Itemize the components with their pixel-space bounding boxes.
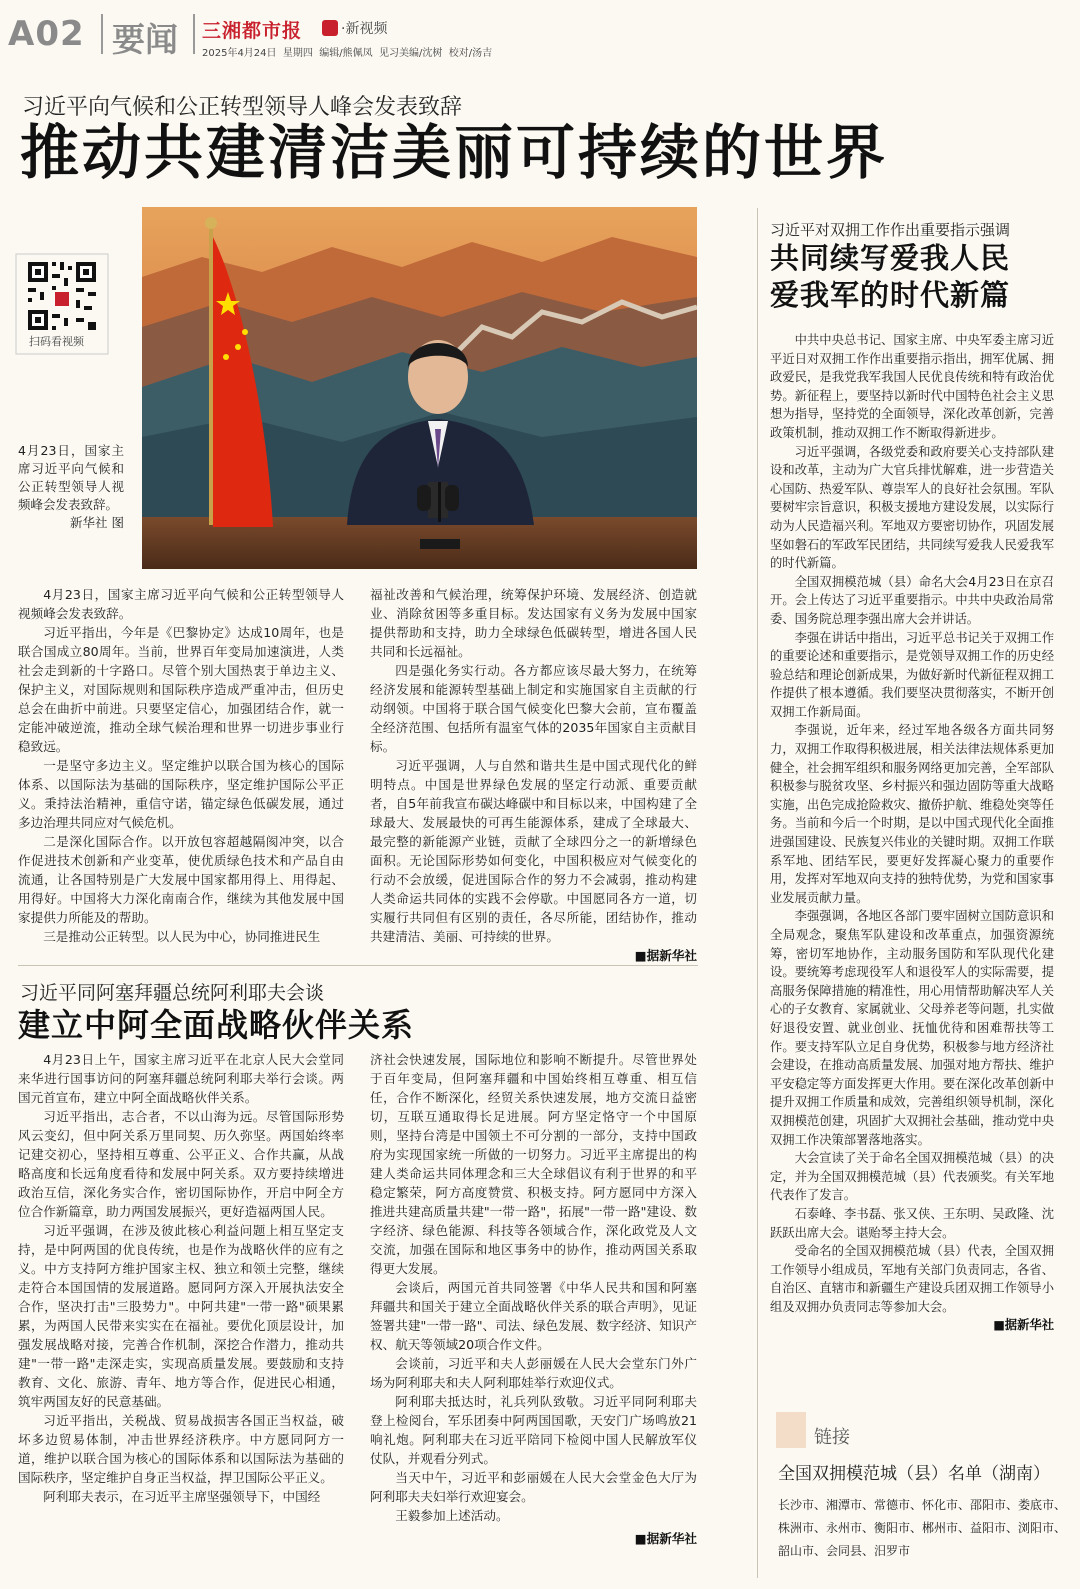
page-number: A02 (8, 14, 85, 54)
paragraph: 4月23日上午，国家主席习近平在北京人民大会堂同来华进行国事访问的阿塞拜疆总统阿利耶夫举行会谈。两国元首宣布，建立中阿全面战略伙伴关系。 (18, 1052, 344, 1105)
newspaper-brand: 三湘都市报 (202, 20, 303, 42)
paragraph: 习近平指出，关税战、贸易战损害各国正当权益，破坏多边贸易体制，冲击世界经济秩序。中方愿同阿方一道，维护以联合国为核心的国际体系和以国际法为基础的国际秩序，坚定维护自身正当权益，捍卫国际公平正义。 (18, 1413, 344, 1485)
paragraph: 李强说，近年来，经过军地各级各方面共同努力，双拥工作取得积极进展，相关法律法规体系更加健全，社会拥军组织和服务网络更加完善，全军部队积极参与脱贫攻坚、乡村振兴和强边固防等重大战略实施，出色完成抢险救灾、撤侨护航、维稳处突等任务。当前和今后一个时期，是以中国式现代化全面推进强国建设、民族复兴伟业的关键时期。双拥工作联系军地、团结军民，要更好发挥凝心聚力的重要作用，发挥对军地双向支持的独特优势，为党和国家事业发展贡献力量。 (770, 723, 1054, 905)
link-title: 全国双拥模范城（县）名单（湖南） (778, 1464, 1050, 1484)
second-column-2 (370, 1050, 697, 1525)
paragraph: 习近平强调，各级党委和政府要关心支持部队建设和改革，主动为广大官兵排忧解难，进一步营造关心国防、热爱军队、尊崇军人的良好社会氛围。军队要树牢宗旨意识，积极支援地方建设发展，以实际行动为人民造福兴利。军地双方要密切协作，巩固发展坚如磐石的军政军民团结，共同续写爱我人民爱我军的时代新篇。 (770, 444, 1054, 571)
paragraph: 福祉改善和气候治理，统筹保护环境、发展经济、创造就业、消除贫困等多重目标。发达国家有义务为发展中国家提供帮助和支持，助力全球绿色低碳转型，增进各国人民共同和长远福祉。 (370, 587, 697, 659)
lead-photo (142, 207, 697, 569)
link-list: 长沙市、湘潭市、常德市、怀化市、邵阳市、娄底市、株洲市、永州市、衡阳市、郴州市、益阳市、浏阳市、韶山市、会同县、汨罗市 (778, 1498, 1067, 1558)
photo-caption (18, 442, 124, 532)
masthead (0, 0, 1080, 68)
lead-column-2 (370, 585, 697, 965)
video-logo-icon (322, 20, 338, 36)
link-badge-icon (776, 1412, 806, 1448)
section-name: 要闻 (112, 20, 178, 59)
proofreader-credit: 校对/汤吉 (448, 48, 493, 59)
lead-credit: ■据新华社 (634, 948, 697, 963)
masthead-meta (202, 44, 492, 59)
paragraph: 四是强化务实行动。各方都应该尽最大努力，在统筹经济发展和能源转型基础上制定和实施国家自主贡献的行动纲领。中国将于联合国气候变化巴黎大会前，宣布覆盖全经济范围、包括所有温室气体的2035年国家自主贡献目标。 (370, 663, 697, 754)
paragraph: 4月23日，国家主席习近平向气候和公正转型领导人视频峰会发表致辞。 (18, 587, 344, 621)
paragraph: 中共中央总书记、国家主席、中央军委主席习近平近日对双拥工作作出重要指示指出，拥军优属、拥政爱民，是我党我军我国人民优良传统和特有政治优势。新征程上，要坚持以新时代中国特色社会主义思想为指导，坚持党的全面领导，深化改革创新，完善政策机制，推动双拥工作不断取得新进步。 (770, 333, 1054, 440)
paragraph: 会谈后，两国元首共同签署《中华人民共和国和阿塞拜疆共和国关于建立全面战略伙伴关系的联合声明》，见证签署共建"一带一路"、司法、绿色发展、数字经济、知识产权、航天等领域20项合作文件。 (370, 1280, 697, 1352)
section-divider (18, 965, 698, 966)
right-kicker: 习近平对双拥工作作出重要指示强调 (770, 221, 1011, 239)
paragraph: 李强强调，各地区各部门要牢固树立国防意识和全局观念，聚焦军队建设和改革重点，加强资源统筹，密切军地协作，主动服务国防和军队现代化建设。要统筹考虑现役军人和退役军人的实际需要，提高服务保障措施的精准性，用心用情帮助解决军人关心的子女教育、家属就业、父母养老等问题，扎实做好退役安置、就业创业、抚恤优待和困难帮扶等工作。要支持军队立足自身优势，积极参与地方经济社会建设，在推动高质量发展、加强对地方帮扶、维护平安稳定等方面发挥更大作用。要在深化改革创新中提升双拥工作质量和成效，完善组织领导机制，深化双拥模范创建，巩固扩大双拥社会基础，推动党中央双拥工作决策部署落地落实。 (770, 909, 1054, 1147)
caption-text: 4月23日，国家主席习近平向气候和公正转型领导人视频峰会发表致辞。 (18, 443, 124, 512)
paragraph: 习近平指出，志合者，不以山海为远。尽管国际形势风云变幻，但中阿关系万里同契、历久弥坚。两国始终率记建交初心，坚持相互尊重、公平正义、合作共赢，从战略高度和长远角度看待和发展中阿关系。双方要持续增进政治互信，深化务实合作，密切国际协作，开启中阿全方位合作新篇章，助力两国发展振兴，更好造福两国人民。 (18, 1109, 344, 1219)
paragraph: 李强在讲话中指出，习近平总书记关于双拥工作的重要论述和重要指示，是党领导双拥工作的历史经验总结和理论创新成果，为做好新时代新征程双拥工作提供了根本遵循。我们要坚决贯彻落实，不断开创双拥工作新局面。 (770, 630, 1054, 719)
right-credit: ■据新华社 (993, 1318, 1054, 1333)
paragraph: 阿利耶夫抵达时，礼兵列队致敬。习近平同阿利耶夫登上检阅台，军乐团奏中阿两国国歌，天安门广场鸣放21响礼炮。阿利耶夫在习近平陪同下检阅中国人民解放军仪仗队，并观看分列式。 (370, 1394, 697, 1466)
issue-date: 2025年4月24日 (202, 48, 277, 59)
right-column (770, 331, 1054, 1335)
paragraph: 习近平强调，在涉及彼此核心利益问题上相互坚定支持，是中阿两国的优良传统，也是作为战略伙伴的应有之义。中方支持阿方维护国家主权、独立和领土完整，继续走符合本国国情的发展道路。愿同阿方深入开展执法安全合作，坚决打击"三股势力"。中阿共建"一带一路"硕果累累，为两国人民带来实实在在福祉。要优化顶层设计，加强发展战略对接，完善合作机制，深挖合作潜力，推动共建"一带一路"走深走实，实现高质量发展。要鼓励和支持教育、文化、旅游、青年、地方等合作，促进民心相通，筑牢两国友好的民意基础。 (18, 1223, 344, 1409)
masthead-divider (193, 14, 195, 54)
second-kicker: 习近平同阿塞拜疆总统阿利耶夫会谈 (20, 982, 325, 1004)
paragraph: 王毅参加上述活动。 (395, 1508, 509, 1523)
paragraph: 石泰峰、李书磊、张又侠、王东明、吴政隆、沈跃跃出席大会。谌贻琴主持大会。 (770, 1206, 1054, 1240)
video-brand: ·新视频 (322, 18, 387, 38)
paragraph: 二是深化国际合作。以开放包容超越隔阂冲突，以合作促进技术创新和产业变革，使优质绿色技术和产品自由流通，让各国特别是广大发展中国家都用得上、用得起、用得好。中国将大力深化南南合作，继续为其他发展中国家提供力所能及的帮助。 (18, 834, 344, 925)
qr-label: 扫码看视频 (29, 335, 84, 348)
lead-headline: 推动共建清洁美丽可持续的世界 (20, 118, 889, 187)
lead-column-1 (18, 585, 344, 946)
designer-credit: 见习美编/沈树 (379, 48, 443, 59)
right-headline (770, 240, 1010, 314)
paragraph: 习近平指出，今年是《巴黎协定》达成10周年，也是联合国成立80周年。当前，世界百年变局加速演进，人类社会走到新的十字路口。尽管个别大国热衷于单边主义、保护主义，对国际规则和国际秩序造成严重冲击，但历史总会在曲折中前进。只要坚定信心，加强团结合作，就一定能冲破逆流，推动全球气候治理和世界一切进步事业行稳致远。 (18, 625, 344, 754)
paragraph: 一是坚守多边主义。坚定维护以联合国为核心的国际体系、以国际法为基础的国际秩序，坚定维护国际公平正义。秉持法治精神，重信守诺，锚定绿色低碳发展，通过多边治理共同应对气候危机。 (18, 758, 344, 830)
editor-credit: 编辑/熊佩凤 (319, 48, 373, 59)
summit-photo (142, 207, 697, 569)
paragraph: 大会宣读了关于命名全国双拥模范城（县）的决定，并为全国双拥模范城（县）代表颁奖。有关军地代表作了发言。 (770, 1151, 1054, 1203)
paragraph: 会谈前，习近平和夫人彭丽媛在人民大会堂东门外广场为阿利耶夫和夫人阿利耶娃举行欢迎仪式。 (370, 1356, 697, 1390)
second-credit: ■据新华社 (634, 1531, 697, 1546)
caption-credit: 新华社 图 (70, 515, 124, 530)
paragraph: 三是推动公正转型。以人民为中心，协同推进民生 (43, 929, 321, 944)
paragraph: 全国双拥模范城（县）命名大会4月23日在京召开。会上传达了习近平重要指示。中共中央政治局常委、国务院总理李强出席大会并讲话。 (770, 574, 1054, 626)
right-headline-line: 爱我军的时代新篇 (770, 278, 1011, 312)
link-label: 链接 (814, 1427, 850, 1448)
second-column-1 (18, 1050, 344, 1506)
paragraph: 受命名的全国双拥模范城（县）代表，全国双拥工作领导小组成员，军地有关部门负责同志，各省、自治区、直辖市和新疆生产建设兵团双拥工作领导小组及双拥办负责同志等参加大会。 (770, 1244, 1054, 1314)
paragraph: 阿利耶夫表示，在习近平主席坚强领导下，中国经 (43, 1489, 321, 1504)
issue-weekday: 星期四 (282, 48, 313, 59)
column-divider (757, 208, 758, 1578)
paragraph: 当天中午，习近平和彭丽媛在人民大会堂金色大厅为阿利耶夫夫妇举行欢迎宴会。 (370, 1470, 697, 1504)
paragraph: 济社会快速发展，国际地位和影响不断提升。尽管世界处于百年变局，但阿塞拜疆和中国始终相互尊重、相互信任，合作不断深化，经贸关系快速发展，地方交流日益密切，互联互通取得长足进展。阿方坚定恪守一个中国原则，坚持台湾是中国领土不可分割的一部分，支持中国政府为实现国家统一所做的一切努力。习近平主席提出的构建人类命运共同体理念和三大全球倡议有利于世界的和平稳定繁荣，阿方高度赞赏、积极支持。阿方愿同中方深入推进共建高质量共建"一带一路"，拓展"一带一路"建设、数字经济、绿色能源、科技等各领域合作，深化政党及人文交流，加强在国际和地区事务中的协作，推动两国关系取得更大发展。 (370, 1052, 697, 1276)
second-headline: 建立中阿全面战略伙伴关系 (18, 1006, 415, 1044)
masthead-divider (101, 14, 103, 54)
right-headline-line: 共同续写爱我人民 (770, 241, 1011, 275)
lead-kicker: 习近平向气候和公正转型领导人峰会发表致辞 (22, 95, 463, 120)
paragraph: 习近平强调，人与自然和谐共生是中国式现代化的鲜明特点。中国是世界绿色发展的坚定行动派、重要贡献者，自5年前我宣布碳达峰碳中和目标以来，中国构建了全球最大、发展最快的可再生能源体系，建成了全球最大、最完整的新能源产业链，贡献了全球四分之一的新增绿色面积。无论国际形势如何变化，中国积极应对气候变化的行动不会放缓，促进国际合作的努力不会减弱，推动构建人类命运共同体的实践不会停歇。中国愿同各方一道，切实履行共同但有区别的责任，各尽所能，团结协作，推动共建清洁、美丽、可持续的世界。 (370, 758, 697, 944)
